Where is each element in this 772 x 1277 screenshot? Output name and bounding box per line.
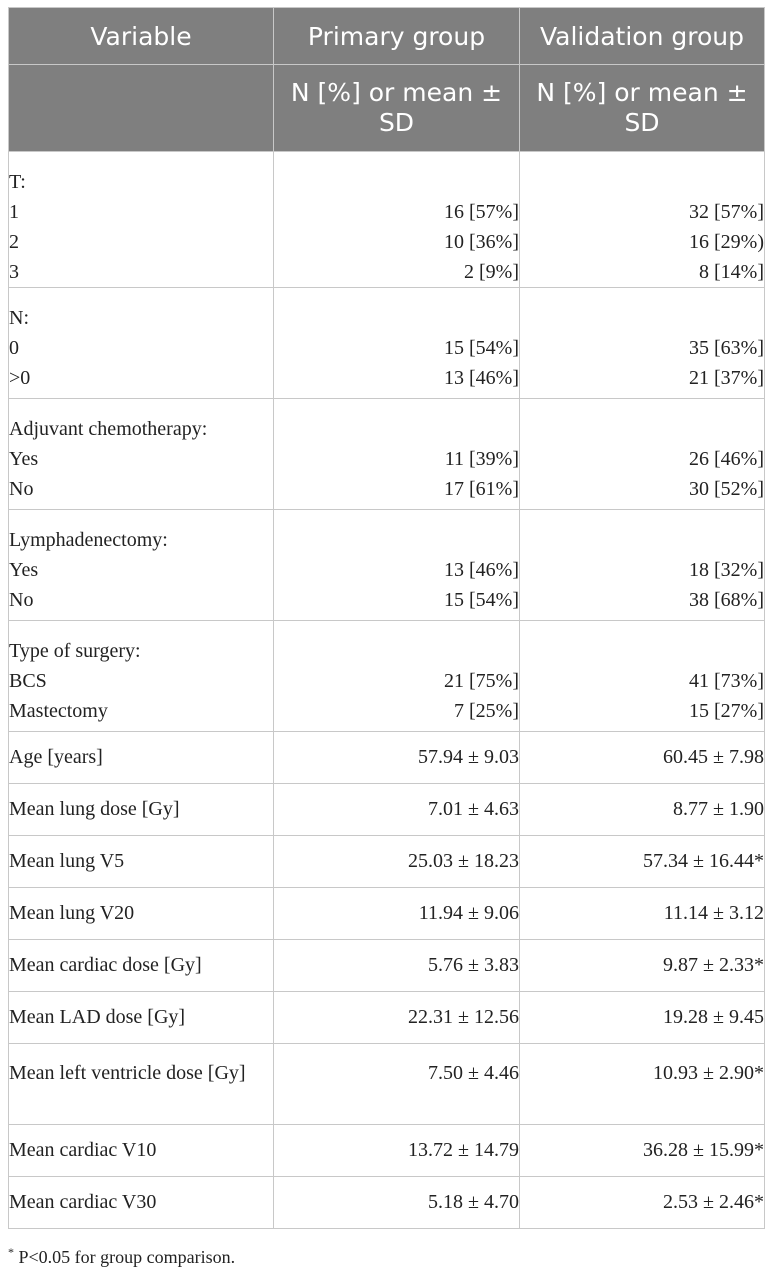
row-label: Yes xyxy=(9,448,39,470)
row-label: Mean cardiac dose [Gy] xyxy=(9,940,274,992)
header-primary-group: Primary group xyxy=(274,8,520,65)
validation-value: 8 [14%] xyxy=(699,261,764,283)
group-label-cell xyxy=(9,621,274,732)
table-row-mean-cardiac-v30 xyxy=(9,1177,765,1229)
validation-value: 2.53 ± 2.46* xyxy=(520,1177,765,1229)
row-label: Mean left ventricle dose [Gy] xyxy=(9,1062,246,1084)
validation-value: 41 [73%] xyxy=(689,670,764,692)
row-label: 3 xyxy=(9,261,19,283)
header-variable: Variable xyxy=(9,8,274,65)
validation-value: 36.28 ± 15.99* xyxy=(520,1125,765,1177)
validation-value: 60.45 ± 7.98 xyxy=(520,732,765,784)
primary-cell xyxy=(274,399,520,510)
validation-value: 11.14 ± 3.12 xyxy=(520,888,765,940)
validation-value: 19.28 ± 9.45 xyxy=(520,992,765,1044)
row-label-cell xyxy=(9,1044,274,1125)
table-row-mean-left-ventricle-dose xyxy=(9,1044,765,1125)
validation-value: 21 [37%] xyxy=(689,367,764,389)
row-label: Mean lung V20 xyxy=(9,888,274,940)
subheader-primary xyxy=(274,65,520,152)
row-label: 0 xyxy=(9,337,19,359)
validation-value: 8.77 ± 1.90 xyxy=(520,784,765,836)
footnote-text: P<0.05 for group comparison. xyxy=(14,1247,236,1267)
group-title: Adjuvant chemotherapy: xyxy=(9,418,208,440)
validation-cell xyxy=(520,152,765,288)
validation-value: 9.87 ± 2.33* xyxy=(520,940,765,992)
group-row-n xyxy=(9,288,765,399)
primary-value: 17 [61%] xyxy=(444,478,519,500)
primary-value: 10 [36%] xyxy=(444,231,519,253)
group-row-adjuvant-chemotherapy xyxy=(9,399,765,510)
primary-value: 5.76 ± 3.83 xyxy=(274,940,520,992)
row-label: Mean lung V5 xyxy=(9,836,274,888)
table-row-age xyxy=(9,732,765,784)
subheader-validation xyxy=(520,65,765,152)
validation-value: 16 [29%) xyxy=(689,231,764,253)
table-row-mean-lad-dose xyxy=(9,992,765,1044)
primary-value: 16 [57%] xyxy=(444,201,519,223)
primary-cell xyxy=(274,510,520,621)
primary-value: 7 [25%] xyxy=(454,700,519,722)
row-label: Age [years] xyxy=(9,732,274,784)
table-row-mean-lung-v20 xyxy=(9,888,765,940)
validation-value: 15 [27%] xyxy=(689,700,764,722)
primary-value: 5.18 ± 4.70 xyxy=(274,1177,520,1229)
header-validation-group: Validation group xyxy=(520,8,765,65)
row-label: 1 xyxy=(9,201,19,223)
validation-value: 35 [63%] xyxy=(689,337,764,359)
primary-cell xyxy=(274,1044,520,1125)
row-label: No xyxy=(9,589,34,611)
subheader-empty xyxy=(9,65,274,152)
validation-value: 32 [57%] xyxy=(689,201,764,223)
validation-value: 18 [32%] xyxy=(689,559,764,581)
table-footnote xyxy=(8,1245,235,1268)
row-label: >0 xyxy=(9,367,31,389)
group-row-t xyxy=(9,152,765,288)
group-title: Type of surgery: xyxy=(9,640,141,662)
validation-value: 30 [52%] xyxy=(689,478,764,500)
primary-value: 15 [54%] xyxy=(444,337,519,359)
row-label: Yes xyxy=(9,559,39,581)
validation-cell xyxy=(520,510,765,621)
validation-value: 10.93 ± 2.90* xyxy=(653,1062,764,1084)
row-label: 2 xyxy=(9,231,19,253)
table-row-mean-cardiac-v10 xyxy=(9,1125,765,1177)
group-title: N: xyxy=(9,307,29,329)
group-label-cell xyxy=(9,399,274,510)
subheader-validation-text: N [%] or mean ± SD xyxy=(536,78,748,137)
primary-value: 13 [46%] xyxy=(444,559,519,581)
primary-value: 2 [9%] xyxy=(464,261,519,283)
group-label-cell xyxy=(9,288,274,399)
primary-value: 57.94 ± 9.03 xyxy=(274,732,520,784)
footnote-marker: * xyxy=(8,1245,14,1259)
primary-value: 21 [75%] xyxy=(444,670,519,692)
primary-value: 13 [46%] xyxy=(444,367,519,389)
group-title: Lymphadenectomy: xyxy=(9,529,168,551)
row-label: No xyxy=(9,478,34,500)
group-row-type-of-surgery xyxy=(9,621,765,732)
validation-cell xyxy=(520,621,765,732)
group-title: T: xyxy=(9,171,26,193)
validation-cell xyxy=(520,288,765,399)
subheader-row xyxy=(9,65,765,152)
validation-value: 26 [46%] xyxy=(689,448,764,470)
primary-value: 11 [39%] xyxy=(444,448,519,470)
table-body xyxy=(9,152,765,1229)
primary-cell xyxy=(274,152,520,288)
primary-value: 7.50 ± 4.46 xyxy=(428,1062,519,1084)
validation-value: 38 [68%] xyxy=(689,589,764,611)
patient-characteristics-table xyxy=(8,7,765,1229)
row-label: BCS xyxy=(9,670,47,692)
group-row-lymphadenectomy xyxy=(9,510,765,621)
validation-cell xyxy=(520,1044,765,1125)
row-label: Mastectomy xyxy=(9,700,108,722)
header-row xyxy=(9,8,765,65)
validation-value: 57.34 ± 16.44* xyxy=(520,836,765,888)
row-label: Mean cardiac V30 xyxy=(9,1177,274,1229)
primary-value: 15 [54%] xyxy=(444,589,519,611)
table-row-mean-lung-dose xyxy=(9,784,765,836)
subheader-primary-text: N [%] or mean ± SD xyxy=(290,78,503,137)
primary-value: 25.03 ± 18.23 xyxy=(274,836,520,888)
primary-value: 7.01 ± 4.63 xyxy=(274,784,520,836)
table-row-mean-lung-v5 xyxy=(9,836,765,888)
primary-cell xyxy=(274,621,520,732)
row-label: Mean LAD dose [Gy] xyxy=(9,992,274,1044)
group-label-cell xyxy=(9,152,274,288)
primary-value: 11.94 ± 9.06 xyxy=(274,888,520,940)
row-label: Mean lung dose [Gy] xyxy=(9,784,274,836)
primary-value: 22.31 ± 12.56 xyxy=(274,992,520,1044)
table-row-mean-cardiac-dose xyxy=(9,940,765,992)
row-label: Mean cardiac V10 xyxy=(9,1125,274,1177)
primary-cell xyxy=(274,288,520,399)
table-header xyxy=(9,8,765,152)
validation-cell xyxy=(520,399,765,510)
primary-value: 13.72 ± 14.79 xyxy=(274,1125,520,1177)
group-label-cell xyxy=(9,510,274,621)
